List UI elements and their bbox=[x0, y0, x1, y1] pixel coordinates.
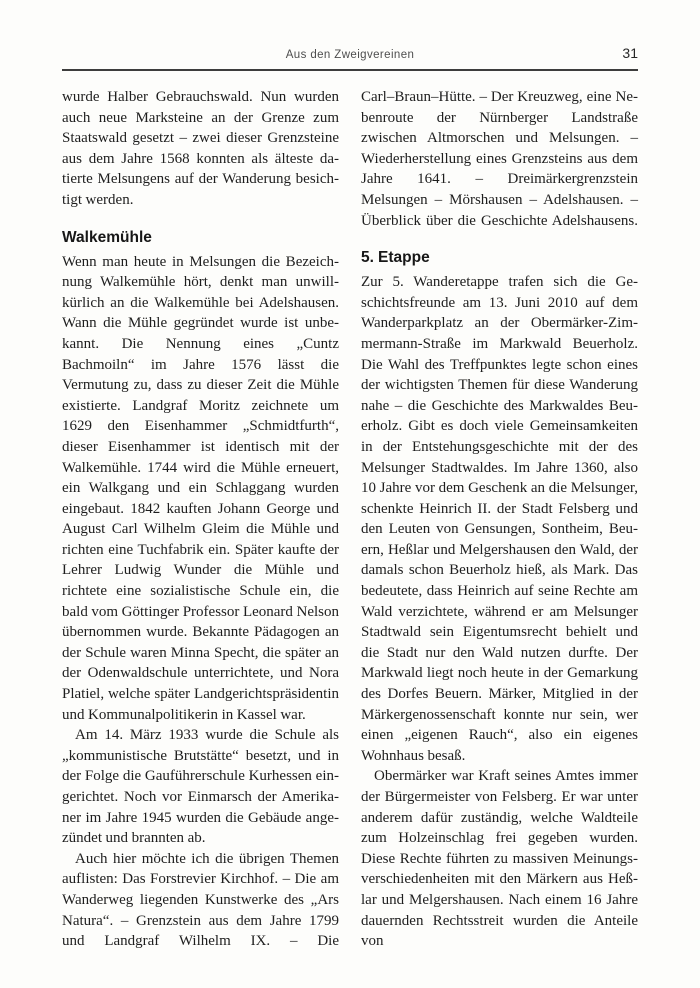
page-number: 31 bbox=[622, 45, 638, 61]
body-paragraph-continues-next-page: Obermärker war Kraft seines Amtes immer der Bürgermeister von Felsberg. Er war unter anderem dafür zuständig, welche Waldteile zum Holzeinschlag frei gegeben wurden. Diese Rechte führten zu massiven Meinungsverschiedenheiten mit den Märkern aus Heßlar und Melgershausen. Nach einem 16 Jahre dauernden Rechtsstreit wurden die Anteile von bbox=[361, 768, 638, 950]
section-heading-walkemuehle: Walkemühle bbox=[62, 228, 152, 246]
left-column bbox=[62, 87, 339, 952]
body-paragraph: Zur 5. Wanderetappe trafen sich die Geschichtsfreunde am 13. Juni 2010 auf dem Wanderparkplatz an der Obermärker-Zimmermann-Straße im Markwald Beuerholz. Die Wahl des Treffpunktes legte schon eines der wichtigsten Themen für diese Wanderung nahe – die Geschichte des Markwaldes Beuerholz. Gibt es doch viele Gemeinsamkeiten in der Entstehungsgeschichte mit der des Melsunger Stadtwaldes. Im Jahre 1360, also 10 Jahre vor dem Geschenk an die Melsunger, schenkte Heinrich II. der Stadt Felsberg und den Leuten von Gensungen, Sontheim, Beuern, Heßlar und Melgershausen den Wald, der damals schon Beuerholz hieß, als Mark. Das bedeutete, dass Heinrich auf seine Rechte am Wald verzichtete, während er am Melsunger Stadtwald sein Eigentumsrecht behielt und die Stadt nur den Wald nutzen durfte. Der Markwald liegt noch heute in der Gemarkung des Dorfes Beuern. Märker, Mitglied in der Märkergenossenschaft konnte nur sein, wer einen „eigenen Rauch“, also ein eigenes Wohnhaus besaß. bbox=[361, 274, 638, 764]
section-heading-etappe-5: 5. Etappe bbox=[361, 249, 430, 267]
two-column-text-body bbox=[62, 87, 638, 952]
continued-paragraph: wurde Halber Gebrauchswald. Nun wurden auch neue Marksteine an der Grenze zum Staatswald gesetzt – zwei dieser Grenzsteine aus dem Jahre 1568 konnten als älteste datierte Melsungens auf der Wanderung besichtigt werden. bbox=[62, 89, 339, 208]
right-column bbox=[361, 87, 638, 952]
body-paragraph-continues-next-column: Auch hier möchte ich die übrigen Themen auflisten: Das Forstrevier Kirchhof. – Die am Wanderweg liegenden Kunstwerke des „Ars Natura“. – Grenzstein aus dem Jahre 1799 und Landgraf Wilhelm IX. – Die bbox=[62, 850, 339, 950]
continued-paragraph: Carl–Braun–Hütte. – Der Kreuzweg, eine Nebenroute der Nürnberger Landstraße zwischen Altmorschen und Melsungen. – Wiederherstellung eines Grenzsteins aus dem Jahre 1641. – Dreimärkergrenzstein Melsungen – Mörshausen – Adelshausen. – Überblick über die Geschichte Adelshausens. bbox=[361, 89, 638, 229]
running-head-title: Aus den Zweigvereinen bbox=[285, 49, 415, 61]
header-rule-divider bbox=[62, 69, 638, 71]
body-paragraph: Wenn man heute in Melsungen die Bezeichnung Walkemühle hört, denkt man unwillkürlich an die Walkemühle bei Adelshausen. Wann die Mühle gegründet wurde ist unbekannt. Die Nennung eines „Cuntz Bachmoiln“ im Jahre 1576 lässt die Vermutung zu, dass zu dieser Zeit die Mühle existierte. Landgraf Moritz zeichnete um 1629 den Eisenhammer „Schmidtfurth“, dieser Eisenhammer ist identisch mit der Walkemühle. 1744 wird die Mühle erneuert, ein Walkgang und ein Schlaggang wurden eingebaut. 1842 kauften Johann George und August Carl Wilhelm Gleim die Mühle und richten eine Tuchfabrik ein. Später kaufte der Lehrer Ludwig Wunder die Mühle und richtete eine sozialistische Schule ein, die bald vom Göttinger Professor Leonard Nelson übernommen wurde. Bekannte Pädagogen an der Schule waren Minna Specht, die später an der Odenwaldschule unterrichtete, und Nora Platiel, welche später Landgerichtspräsidentin und Kommunalpolitikerin in Kassel war. bbox=[62, 253, 339, 723]
body-paragraph: Am 14. März 1933 wurde die Schule als „kommunistische Brutstätte“ besetzt, und in der Folge die Gauführerschule Kurhessen eingerichtet. Noch vor Einmarsch der Amerikaner im Jahre 1945 wurden die Gebäude angezündet und brannten ab. bbox=[62, 727, 339, 847]
